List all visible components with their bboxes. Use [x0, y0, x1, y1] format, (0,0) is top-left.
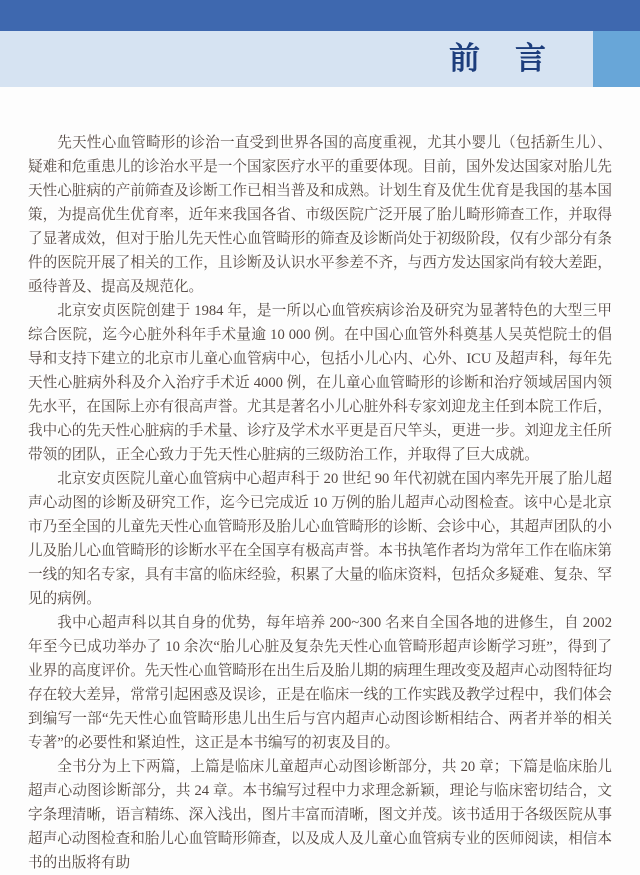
page-title: 前 言 [449, 41, 548, 76]
title-band [0, 31, 640, 87]
paragraph: 我中心超声科以其自身的优势，每年培养 200~300 名来自全国各地的进修生，自 2002 年至今已成功举办了 10 余次“胎儿心脏及复杂先天性心血管畸形超声诊断学习班”，得到了业界的高度评价。先天性心血管畸形在出生后及胎儿期的病理生理改变及超声心动图特征均存在较大差异，常常引起困惑及误诊，正是在临床一线的工作实践及教学过程中，我们体会到编写一部“先天性心血管畸形患儿出生后与宫内超声心动图诊断相结合、两者并举的相关专著”的必要性和紧迫性，这正是本书编写的初衷及目的。 [28, 615, 612, 751]
paragraph: 北京安贞医院创建于 1984 年，是一所以心血管疾病诊治及研究为显著特色的大型三甲综合医院，迄今心脏外科年手术量逾 10 000 例。在中国心血管外科奠基人吴英恺院士的倡导和支持下建立的北京市儿童心血管病中心，包括小儿心内、心外、ICU 及超声科，每年先天性心脏病外科及介入治疗手术近 4000 例，在儿童心血管畸形的诊断和治疗领域居国内领先水平，在国际上亦有很高声誉。尤其是著名小儿心脏外科专家刘迎龙主任到本院工作后，我中心的先天性心脏病的手术量、诊疗及学术水平更是百尺竿头，更进一步。刘迎龙主任所带领的团队，正全心致力于先天性心脏病的三级防治工作，并取得了巨大成就。 [28, 303, 612, 463]
accent-block [593, 31, 640, 87]
preface-paragraphs [28, 131, 612, 875]
preface-content [28, 131, 612, 875]
paragraph: 北京安贞医院儿童心血管病中心超声科于 20 世纪 90 年代初就在国内率先开展了胎儿超声心动图的诊断及研究工作，迄今已完成近 10 万例的胎儿超声心动图检查。该中心是北京市乃至全国的儿童先天性心血管畸形及胎儿心血管畸形的诊断、会诊中心，其超声团队的小儿及胎儿心血管畸形的诊断水平在全国享有极高声誉。本书执笔作者均为常年工作在临床第一线的知名专家，具有丰富的临床经验，积累了大量的临床资料，包括众多疑难、复杂、罕见的病例。 [28, 471, 612, 607]
paragraph: 先天性心血管畸形的诊治一直受到世界各国的高度重视，尤其小婴儿（包括新生儿）、疑难和危重患儿的诊治水平是一个国家医疗水平的重要体现。目前，国外发达国家对胎儿先天性心脏病的产前筛查及诊断工作已相当普及和成熟。计划生育及优生优育是我国的基本国策，为提高优生优育率，近年来我国各省、市级医院广泛开展了胎儿畸形筛查工作，并取得了显著成效，但对于胎儿先天性心血管畸形的筛查及诊断尚处于初级阶段，仅有少部分有条件的医院开展了相关的工作，且诊断及认识水平参差不齐，与西方发达国家尚有较大差距，亟待普及、提高及规范化。 [28, 135, 612, 295]
header-top-bar [0, 0, 640, 31]
paragraph: 全书分为上下两篇，上篇是临床儿童超声心动图诊断部分，共 20 章；下篇是临床胎儿超声心动图诊断部分，共 24 章。本书编写过程中力求理念新颖，理论与临床密切结合，文字条理清晰，语言精练、深入浅出，图片丰富而清晰，图文并茂。该书适用于各级医院从事超声心动图检查和胎儿心血管畸形筛查，以及成人及儿童心血管病专业的医师阅读，相信本书的出版将有助 [28, 759, 612, 871]
